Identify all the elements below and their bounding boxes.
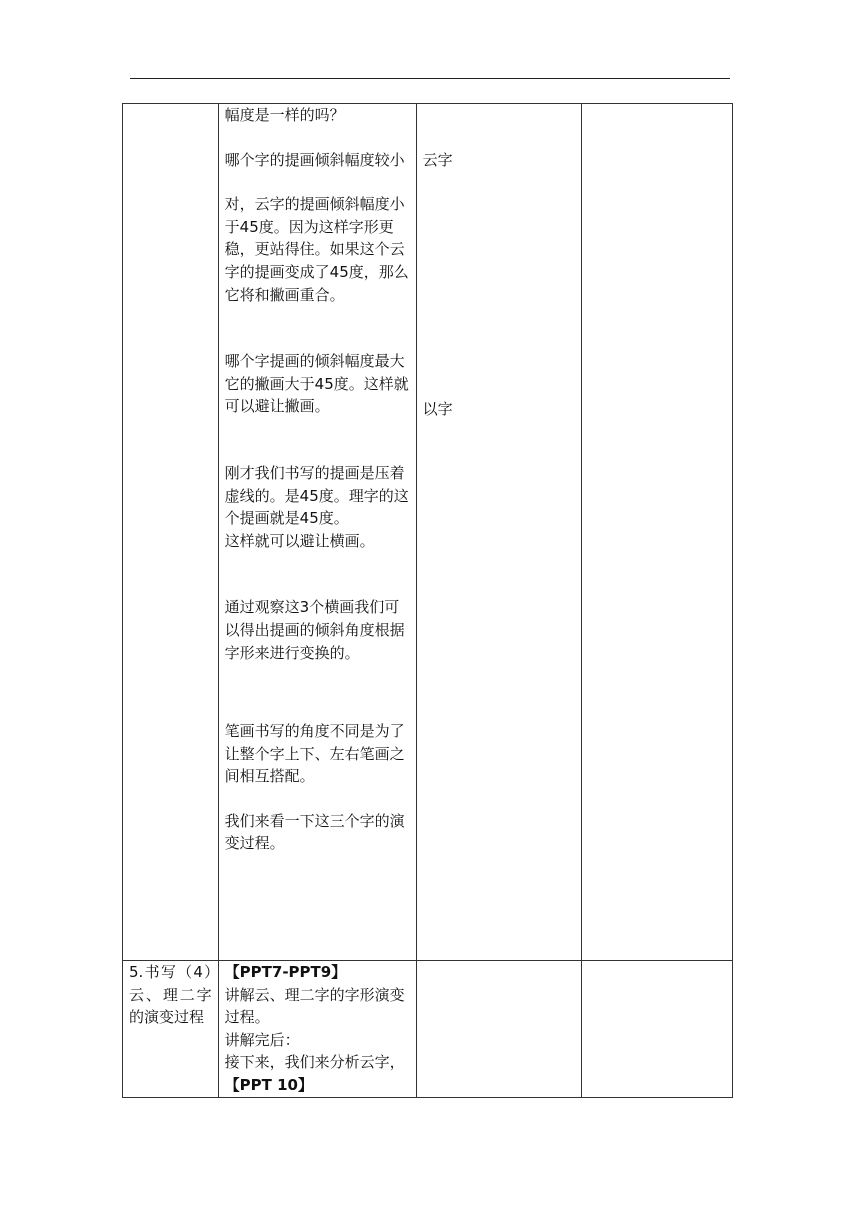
paragraph [225,1051,410,1096]
paragraph: 它的撇画大于45度。这样就可以避让撇画。 [224,374,409,416]
table-row [123,961,733,1098]
paragraph: 哪个字提画的倾斜幅度最大 [224,352,405,371]
paragraph: 哪个字的提画倾斜幅度较小 [224,150,405,169]
stage-cell [123,961,219,1098]
paragraph: 这样就可以避让横画。 [224,531,375,550]
paragraph: 通过观察这3个横画我们可以得出提画的倾斜角度根据字形来进行变换的。 [224,598,405,662]
notes-cell [581,961,732,1098]
paragraph: 讲解完后： [224,1030,300,1049]
stage-cell-empty [123,104,219,961]
ppt-reference: 【PPT 10】 [224,1075,313,1094]
table-row [123,104,733,961]
student-activity-cell [416,104,581,961]
header-rule [130,78,730,79]
teacher-activity-cell [218,961,416,1098]
paragraph: 幅度是一样的吗？ [224,106,345,124]
paragraph: 刚才我们书写的提画是压着虚线的。是45度。理字的这个提画就是45度。 [224,463,409,528]
paragraph: 笔画书写的角度不同是为了让整个字上下、左右笔画之间相互搭配。 [224,722,405,786]
answer: 云字 [422,151,453,169]
notes-cell [581,104,732,961]
paragraph: 我们来看一下这三个字的演变过程。 [224,811,405,853]
student-activity-cell [416,961,581,1098]
stage-title: 5.书写（4）云、理二字的演变过程 [129,963,212,1027]
paragraph: 对，云字的提画倾斜幅度小于45度。因为这样字形更稳，更站得住。如果这个云字的提画变成了45度，那么它将和撇画重合。 [224,195,409,304]
answer: 以字 [422,399,453,418]
teacher-activity-cell [218,104,416,961]
lesson-table [122,103,733,1098]
paragraph: 讲解云、理二字的字形演变过程。 [224,985,405,1027]
ppt-reference: 【PPT7-PPT9】 [224,963,347,981]
paragraph-text: 接下来，我们来分析云字， [224,1053,405,1072]
